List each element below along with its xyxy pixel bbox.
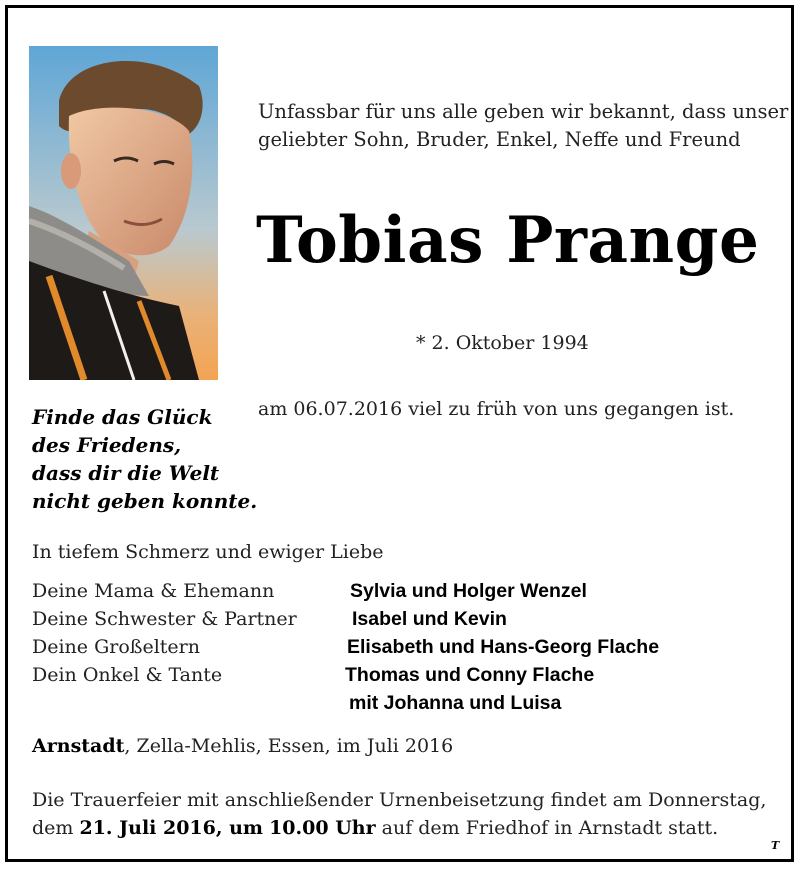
- funeral-date: 21. Juli 2016, um: [79, 817, 264, 839]
- intro-line-2: geliebter Sohn, Bruder, Enkel, Neffe und Freund: [258, 128, 741, 151]
- place-and-date: [32, 735, 453, 757]
- quote-line: Finde das Glück: [32, 405, 213, 429]
- birth-date: * 2. Oktober 1994: [416, 332, 589, 354]
- portrait-photo: [29, 46, 218, 380]
- mourner-names: mit Johanna und Luisa: [349, 692, 562, 714]
- memorial-quote: [32, 403, 257, 515]
- deceased-name: Tobias Prange: [256, 203, 760, 278]
- funeral-time: 10.00 Uhr: [269, 817, 376, 839]
- corner-mark: T: [771, 839, 780, 852]
- intro-line-1: Unfassbar für uns alle geben wir bekannt, dass unser: [258, 100, 789, 123]
- mourner-names: Thomas und Conny Flache: [345, 664, 595, 686]
- quote-line: des Friedens,: [32, 433, 182, 457]
- mourner-role: Deine Großeltern: [32, 636, 200, 658]
- place-rest: , Zella-Mehlis, Essen, im Juli 2016: [124, 735, 454, 757]
- funeral-line-2: [32, 814, 766, 842]
- grief-line: In tiefem Schmerz und ewiger Liebe: [32, 541, 384, 563]
- quote-line: nicht geben konnte.: [32, 489, 258, 513]
- mourner-role: Deine Mama & Ehemann: [32, 580, 275, 602]
- funeral-pre: dem: [32, 817, 80, 839]
- portrait-illustration: [29, 46, 218, 380]
- mourner-names: Isabel und Kevin: [352, 608, 507, 630]
- quote-line: dass dir die Welt: [32, 461, 220, 485]
- place-city: Arnstadt: [32, 735, 125, 757]
- death-date: am 06.07.2016 viel zu früh von uns gegangen ist.: [258, 398, 735, 420]
- intro-text: [258, 98, 788, 154]
- mourner-names: Elisabeth und Hans-Georg Flache: [347, 636, 660, 658]
- funeral-line-1: Die Trauerfeier mit anschließender Urnenbeisetzung findet am Donnerstag,: [32, 789, 767, 811]
- funeral-post: auf dem Friedhof in Arnstadt statt.: [375, 817, 719, 839]
- funeral-info: [32, 786, 766, 842]
- mourner-names: Sylvia und Holger Wenzel: [350, 580, 587, 602]
- mourner-role: Dein Onkel & Tante: [32, 664, 223, 686]
- mourner-role: Deine Schwester & Partner: [32, 608, 297, 630]
